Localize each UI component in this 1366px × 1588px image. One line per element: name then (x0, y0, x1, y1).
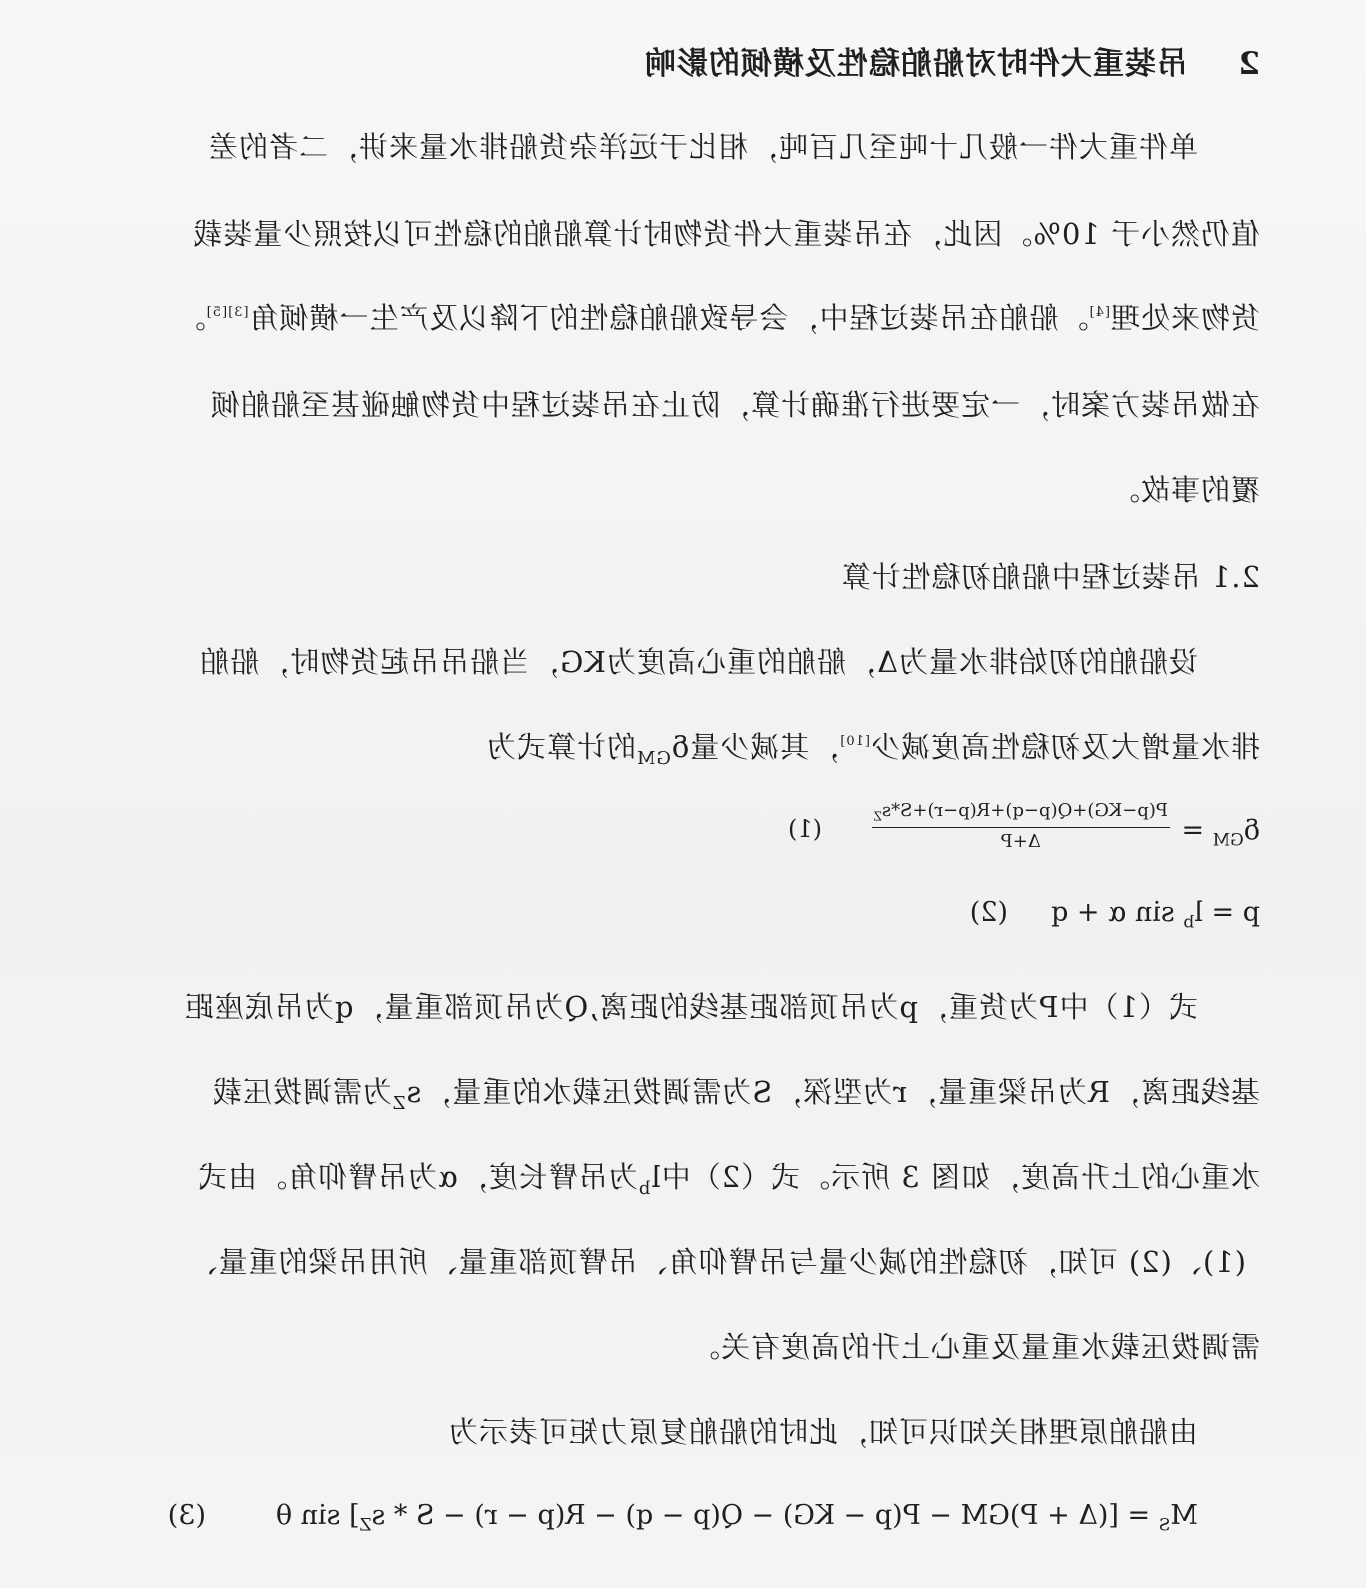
para2-line-2-sub: Z (392, 1092, 406, 1114)
eq3-body-sub: Z (359, 1515, 372, 1536)
section-title: 吊装重大件时对船舶稳性及横倾的影响 (643, 46, 1188, 82)
citation-4: [4] (1088, 305, 1110, 320)
para1-line-2-sub: GM (636, 747, 671, 769)
para2-line-2-a: 基线距离，R为吊梁重量，r为型深，S为需调拨压载水的重量，s (405, 1075, 1260, 1109)
eq1-lhs: δ (1243, 815, 1260, 846)
section-heading (644, 38, 1260, 83)
para1-line-2-a: 排水量增大及初稳性高度减少 (869, 730, 1260, 764)
eq2-lhs: p = l (1194, 897, 1260, 928)
para2-line-4: (1)、(2) 可知，初稳性的减少量与吊臂仰角、吊臂顶部重量、所用吊梁的重量、 (187, 1245, 1246, 1279)
eq1-lhs-sub: GM (1212, 830, 1244, 851)
equation-3 (276, 1500, 1198, 1535)
subsection-heading: 2.1 吊装过程中船舶初稳性计算 (840, 560, 1260, 594)
eq2-rhs: sin α + q (1051, 897, 1184, 928)
para2-line-3-sub: b (637, 1177, 651, 1199)
para2-line-3-b: 为吊臂长度，α为吊臂仰角。由式 (197, 1160, 638, 1194)
eq1-numerator-sub: Z (873, 809, 882, 824)
intro-line-5: 覆的事故。 (1109, 473, 1260, 507)
para1-line-2-b: ，其减少量δ (670, 730, 840, 764)
intro-line-1: 单件重大件一般几十吨至几百吨，相比于远洋杂货船排水量来讲，二者的差 (207, 130, 1198, 164)
para2-line-1: 式（1）中P为货重，p为吊顶部距基线的距离,Q为吊顶部重量，q为吊底座距 (183, 990, 1198, 1024)
eq1-fraction (872, 800, 1170, 852)
intro-line-4: 在做吊装方案时，一定要进行准确计算，防止在吊装过程中货物触碰甚至船舶倾 (209, 388, 1260, 422)
citation-10: [10] (839, 734, 870, 749)
intro-line-2: 值仍然小于 10%。因此，在吊装重大件货物时计算船舶的稳性可以按照少量装载 (192, 217, 1260, 251)
intro-line-3-c: 。 (175, 301, 206, 335)
eq1-tag: (1) (788, 815, 822, 843)
para2-line-3-a: 水重心的上升高度，如图 3 所示。式（2）中l (650, 1160, 1260, 1194)
eq3-tail: ] sin θ (275, 1500, 360, 1531)
eq2-tag: (2) (969, 897, 1008, 928)
para3-line-1: 由船舶原理相关知识可知，此时的船舶复原力矩可表示为 (447, 1415, 1198, 1449)
section-number: 2 (1237, 46, 1260, 82)
eq3-tag: (3) (167, 1500, 206, 1531)
intro-line-3-a: 货物来处理 (1109, 301, 1260, 335)
citation-3-5: [3][5] (205, 305, 249, 320)
para2-line-3 (197, 1155, 1260, 1199)
equation-1 (1182, 815, 1260, 850)
eq3-body: = [(Δ + P)GM − P(p − KG) − Q(p − q) − R(p − r) − S * s (371, 1500, 1159, 1531)
intro-line-3-b: 。船舶在吊装过程中，会导致船舶稳性的下降以及产生一横倾角 (248, 301, 1089, 335)
eq2-sub: b (1183, 912, 1195, 933)
eq1-numerator (872, 800, 1170, 828)
intro-line-3 (176, 296, 1260, 337)
equation-2 (1051, 897, 1260, 932)
para2-line-2-b: 为需调拨压载 (212, 1075, 393, 1109)
eq1-numerator-text: P(p−KG)+Q(p−q)+R(p−r)+S*s (881, 800, 1168, 821)
para2-line-5: 需调拨压载水重量及重心上升的高度有关。 (689, 1330, 1260, 1364)
para1-line-2 (486, 725, 1260, 769)
para1-line-1: 设船舶的初始排水量为Δ，船舶的重心高度为KG，当船吊吊起货物时，船舶 (199, 645, 1198, 679)
eq3-lhs: M (1170, 1500, 1198, 1531)
eq1-eqsign: = (1181, 815, 1213, 846)
para2-line-2 (212, 1070, 1260, 1114)
para1-line-2-c: 的计算式为 (486, 730, 637, 764)
eq3-lhs-sub: S (1158, 1515, 1171, 1536)
eq1-denominator: Δ+P (1000, 830, 1041, 852)
